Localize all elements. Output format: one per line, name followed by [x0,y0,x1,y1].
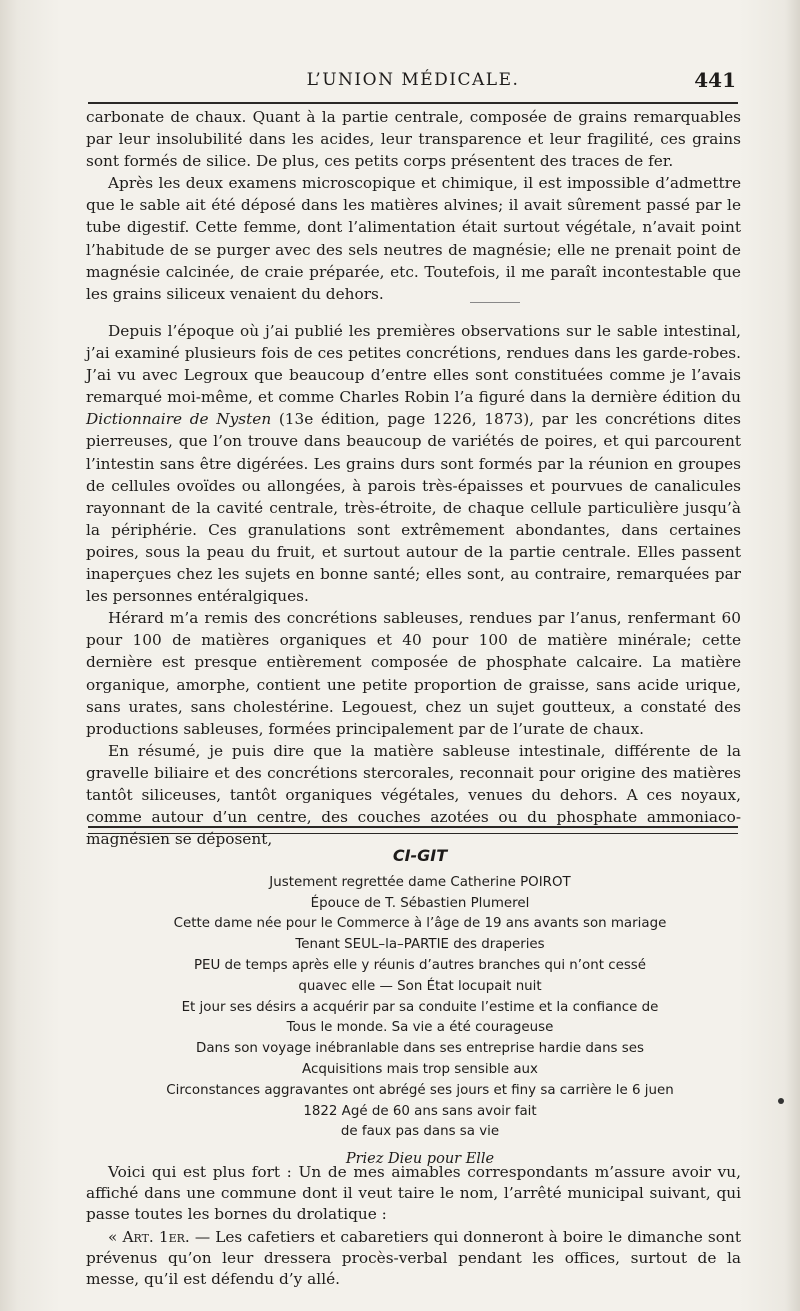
paragraph-herard: Hérard m’a remis des concrétions sableuses, rendues par l’anus, renfermant 60 pour 100 de matières organiques et 40 pour 100 de matière minérale; cette dernière est presque entièrement composée de phosphate calcaire. La matière organique, amorphe, contient une petite proportion de graisse, sans acide urique, sans urates, sans cholestérine. Legouest, chez un sujet goutteux, a constaté des productions sableuses, formées principalement par de l’urate de chaux. [86,609,741,738]
epitaph-line: Tous le monde. Sa vie a été courageuse [286,1020,554,1036]
article-block-closing [86,1162,741,1292]
epitaph-line: Circonstances aggravantes ont abrégé ses jours et finy sa carrière le 6 juen [166,1082,674,1098]
article-block-main [86,320,741,850]
paragraph-depuis-start: Depuis l’époque où j’ai publié les premières observations sur le sable intestinal, j’ai examiné plusieurs fois de ces petites concrétions, rendues dans les garde-robes. J’ai vu avec Legroux que beaucoup d’entre elles sont constituées comme je l’avais remarqué moi-même, et comme Charles Robin l’a figuré dans la dernière édition du [86,322,741,407]
paragraph-voici: Voici qui est plus fort : Un de mes aimables correspondants m’assure avoir vu, affiché dans une commune dont il veut taire le nom, l’arrêté municipal suivant, qui passe toutes les bornes du drolatique : [86,1163,741,1223]
epitaph-line: Cette dame née pour le Commerce à l’âge de 19 ans avants son mariage [173,916,667,932]
paragraph-resume: En résumé, je puis dire que la matière sableuse intestinale, différente de la gravelle biliaire et des concrétions stercorales, reconnait pour origine des matières tantôt siliceuses, tantôt organiques végétales, venues du dehors. A ces noyaux, comme autour d’un centre, des couches azotées ou du phosphate ammoniaco-magnésien se déposent, [86,741,741,849]
epitaph-line: 1822 Agé de 60 ans sans avoir fait [303,1103,537,1119]
article-label: « Art. 1er. [108,1228,190,1246]
epitaph-line: Épouce de T. Sébastien Plumerel [310,895,530,911]
article-text: — Les cafetiers et cabaretiers qui donneront à boire le dimanche sont prévenus qu’on leur dressera procès-verbal pendant les offices, surtout de la messe, qu’il est défendu d’y allé. [86,1228,741,1288]
epitaph-signoff: Priez Dieu pour Elle [345,1151,495,1168]
section-separator-short [470,302,520,303]
epitaph-line: quavec elle — Son État locupait nuit [298,978,542,994]
epitaph-line: Et jour ses désirs a acquérir par sa conduite l’estime et la confiance de [181,999,659,1015]
epitaph-title: CI-GIT [392,846,448,865]
paragraph-depuis-end: (13e édition, page 1226, 1873), par les concrétions dites pierreuses, que l’on trouve dans beaucoup de variétés de poires, et qui parcourent l’intestin sans être digérées. Les grains durs sont formés par la réunion en groupes de cellules ovoïdes ou allongées, à parois très-épaisses et pourvues de canalicules rayonnant de la cavité centrale, très-étroite, de chaque cellule particulière jusqu’à la périphérie. Ces granulations sont extrêmement abondantes, dans certaines poires, sous la peau du fruit, et surtout autour de la partie centrale. Elles passent inaperçues chez les sujets en bonne santé; elles sont, au contraire, remarquées par les personnes entéralgiques. [86,410,741,606]
page-number: 441 [694,68,736,92]
epitaph-line: Justement regrettée dame Catherine POIROT [269,874,571,890]
epitaph-line: Acquisitions mais trop sensible aux [302,1061,538,1077]
article-block-top [86,106,741,305]
paragraph-examens: Après les deux examens microscopique et chimique, il est impossible d’admettre que le sable ait été déposé dans les matières alvines; il avait sûrement passé par le tube digestif. Cette femme, dont l’alimentation était surtout végétale, n’avait point l’habitude de se purger avec des sels neutres de magnésie; elle ne prenait point de magnésie calcinée, de craie préparée, etc. Toutefois, il me paraît incontestable que les grains siliceux venaient du dehors. [86,174,741,303]
epitaph-line: Dans son voyage inébranlable dans ses entreprise hardie dans ses [196,1041,644,1057]
journal-title: L’UNION MÉDICALE. [306,70,520,90]
paragraph-article-1 [86,1227,741,1290]
epitaph-line: de faux pas dans sa vie [340,1124,500,1140]
epitaph-line: Tenant SEUL–la–PARTIE des draperies [295,937,545,953]
book-title-italic: Dictionnaire de Nysten [86,410,272,429]
epitaph [120,846,720,1170]
paragraph-depuis [86,320,741,607]
margin-ink-dot [778,1098,784,1104]
paragraph-continuation: carbonate de chaux. Quant à la partie centrale, composée de grains remarquables par leur insolubilité dans les acides, leur transparence et leur fragilité, ces grains sont formés de silice. De plus, ces petits corps présentent des traces de fer. [86,108,741,171]
section-separator-double [88,826,738,834]
epitaph-line: PEU de temps après elle y réunis d’autres branches qui n’ont cessé [193,957,647,973]
page-header [88,62,738,104]
